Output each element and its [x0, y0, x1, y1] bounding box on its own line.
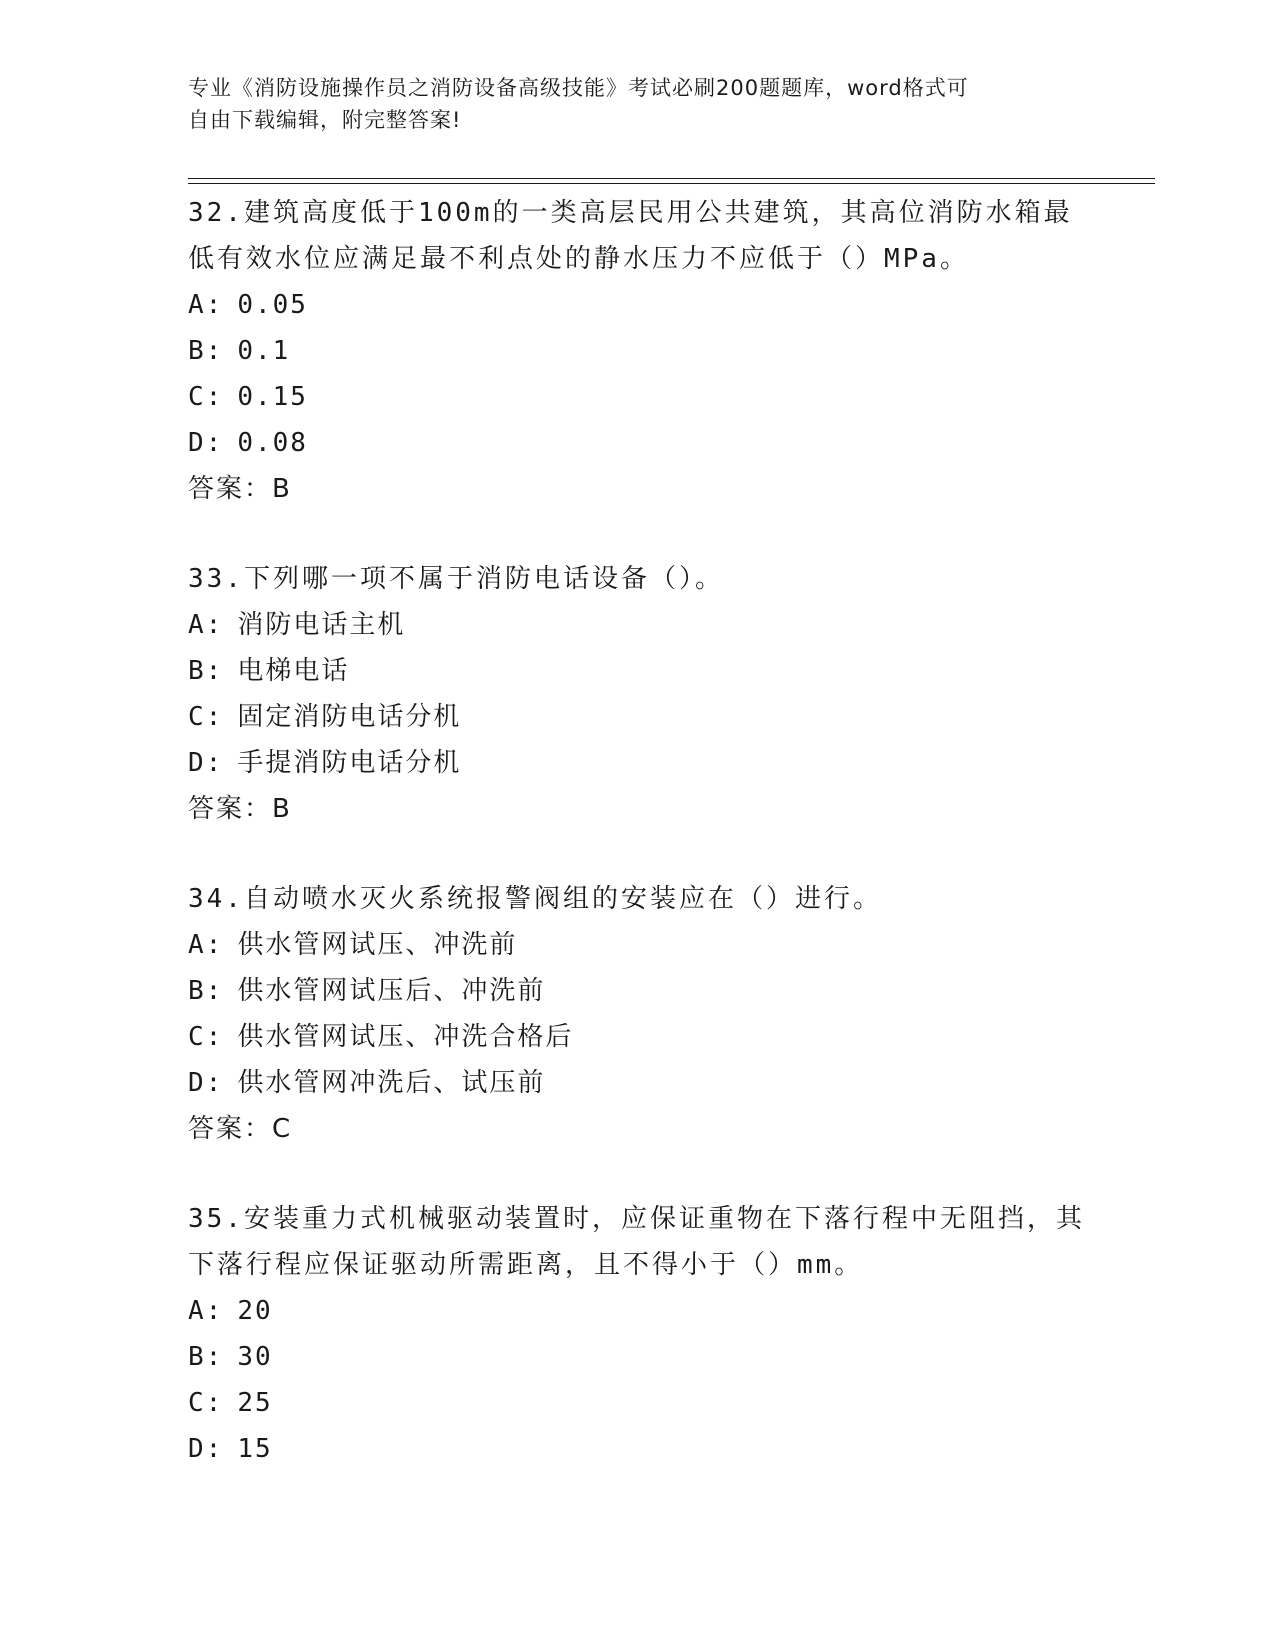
option-a	[188, 922, 1088, 968]
option-key: C	[188, 382, 206, 412]
header-divider-top	[188, 178, 1155, 179]
option-separator: :	[205, 1388, 224, 1418]
option-d	[188, 1060, 1088, 1106]
question-stem	[188, 876, 1088, 922]
option-key: C	[188, 702, 206, 732]
option-separator: :	[205, 702, 224, 732]
option-key: D	[188, 428, 206, 458]
option-key: A	[188, 290, 206, 320]
option-b	[188, 1334, 1088, 1380]
option-text: 0.15	[237, 382, 308, 412]
option-separator: :	[205, 1434, 224, 1464]
option-c	[188, 374, 1088, 420]
option-key: C	[188, 1388, 206, 1418]
stem-line: 34.自动喷水灭火系统报警阀组的安装应在（）进行。	[188, 884, 882, 914]
option-b	[188, 648, 1088, 694]
option-separator: :	[205, 1022, 224, 1052]
question-stem	[188, 556, 1088, 602]
question-stem	[188, 190, 1088, 282]
option-text: 固定消防电话分机	[237, 702, 462, 732]
stem-line: 33.下列哪一项不属于消防电话设备（）。	[188, 564, 724, 594]
question-stem	[188, 1196, 1088, 1288]
option-b	[188, 328, 1088, 374]
option-separator: :	[205, 656, 224, 686]
option-text: 供水管网冲洗后、试压前	[237, 1068, 546, 1098]
option-c	[188, 1014, 1088, 1060]
option-d	[188, 1426, 1088, 1472]
option-c	[188, 1380, 1088, 1426]
option-text: 25	[237, 1388, 273, 1418]
option-separator: :	[205, 930, 224, 960]
option-text: 消防电话主机	[237, 610, 406, 640]
option-text: 电梯电话	[237, 656, 350, 686]
option-text: 供水管网试压、冲洗合格后	[237, 1022, 574, 1052]
stem-line: 35.安装重力式机械驱动装置时，应保证重物在下落行程中无阻挡，其	[188, 1204, 1085, 1234]
option-key: D	[188, 1068, 206, 1098]
option-a	[188, 1288, 1088, 1334]
option-d	[188, 420, 1088, 466]
option-text: 30	[237, 1342, 273, 1372]
option-separator: :	[205, 976, 224, 1006]
header-divider-bottom	[188, 183, 1155, 184]
option-separator: :	[205, 290, 224, 320]
option-text: 0.1	[237, 336, 291, 366]
question-34	[188, 876, 1088, 1152]
option-key: D	[188, 1434, 206, 1464]
option-d	[188, 740, 1088, 786]
option-b	[188, 968, 1088, 1014]
option-text: 供水管网试压后、冲洗前	[237, 976, 546, 1006]
stem-line: 低有效水位应满足最不利点处的静水压力不应低于（）MPa。	[188, 244, 969, 274]
option-text: 0.08	[237, 428, 308, 458]
question-33	[188, 556, 1088, 832]
option-text: 手提消防电话分机	[237, 748, 462, 778]
option-text: 15	[237, 1434, 273, 1464]
document-header	[188, 72, 1068, 136]
stem-line: 下落行程应保证驱动所需距离，且不得小于（）mm。	[188, 1250, 864, 1280]
option-separator: :	[205, 1342, 224, 1372]
option-key: D	[188, 748, 206, 778]
option-key: B	[188, 1342, 206, 1372]
option-separator: :	[205, 1068, 224, 1098]
question-32	[188, 190, 1088, 512]
option-key: B	[188, 976, 206, 1006]
stem-line: 32.建筑高度低于100m的一类高层民用公共建筑，其高位消防水箱最	[188, 198, 1073, 228]
answer-line: 答案：B	[188, 474, 292, 504]
option-key: A	[188, 930, 206, 960]
option-text: 20	[237, 1296, 273, 1326]
option-separator: :	[205, 748, 224, 778]
option-a	[188, 602, 1088, 648]
option-separator: :	[205, 382, 224, 412]
option-key: B	[188, 336, 206, 366]
option-separator: :	[205, 428, 224, 458]
option-key: B	[188, 656, 206, 686]
header-line-2: 自由下载编辑，附完整答案!	[188, 108, 462, 132]
option-separator: :	[205, 336, 224, 366]
option-text: 0.05	[237, 290, 308, 320]
option-key: A	[188, 1296, 206, 1326]
answer-line: 答案：B	[188, 794, 292, 824]
question-list	[188, 190, 1088, 1516]
option-text: 供水管网试压、冲洗前	[237, 930, 518, 960]
option-key: A	[188, 610, 206, 640]
answer-line: 答案：C	[188, 1114, 293, 1144]
option-key: C	[188, 1022, 206, 1052]
option-c	[188, 694, 1088, 740]
option-a	[188, 282, 1088, 328]
option-separator: :	[205, 610, 224, 640]
question-35	[188, 1196, 1088, 1472]
header-line-1: 专业《消防设施操作员之消防设备高级技能》考试必刷200题题库，word格式可	[188, 76, 969, 100]
option-separator: :	[205, 1296, 224, 1326]
